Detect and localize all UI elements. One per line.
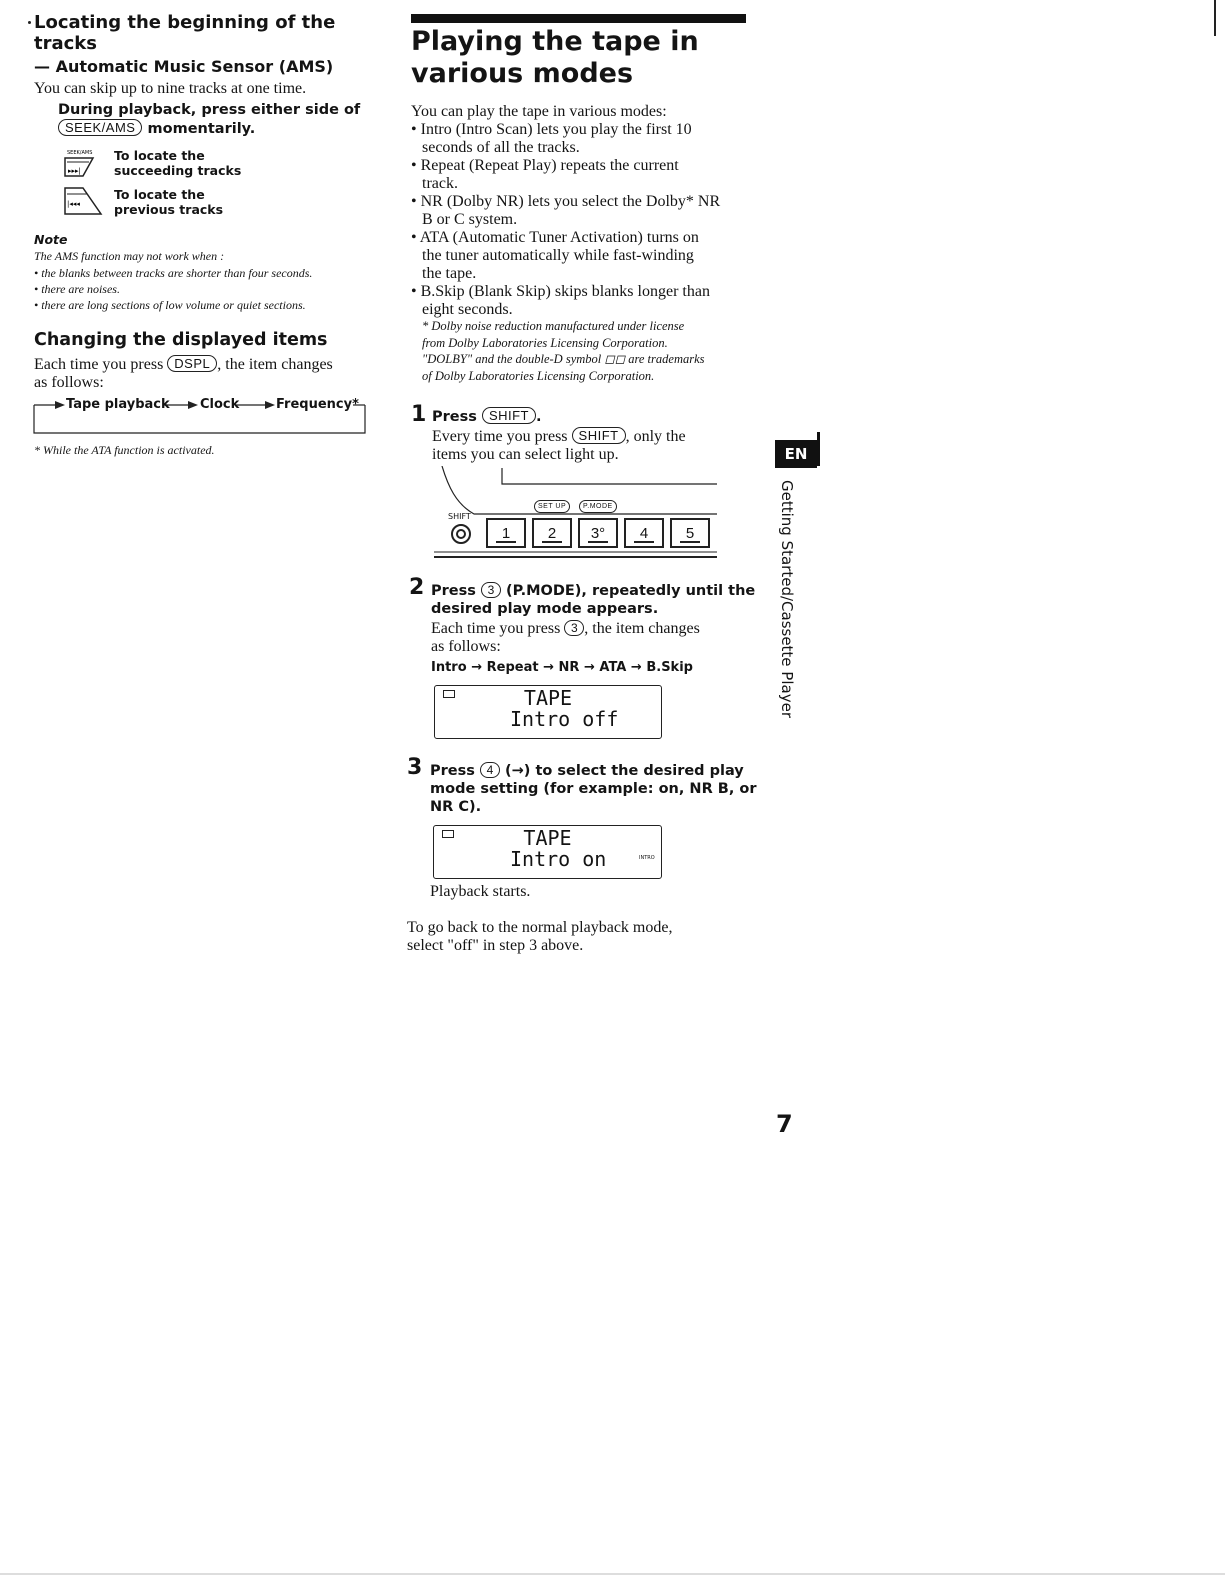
shift-button[interactable]: SHIFT xyxy=(482,407,536,424)
page-title-line2: various modes xyxy=(411,58,634,89)
step2-title-rest: (P.MODE), repeatedly until the xyxy=(506,583,756,599)
shift-knob[interactable] xyxy=(451,524,471,544)
title-rule xyxy=(411,14,746,23)
intro-indicator: INTRO xyxy=(639,855,655,861)
goback-line2: select "off" in step 3 above. xyxy=(407,937,584,954)
mode-flow-item: Intro xyxy=(431,660,467,675)
button-3-icon[interactable]: 3 xyxy=(481,582,501,598)
ata-footnote: * While the ATA function is activated. xyxy=(34,443,215,457)
shift-knob-inner xyxy=(456,529,466,539)
flow-tape-playback: Tape playback xyxy=(66,397,170,412)
note-item: • the blanks between tracks are shorter than four seconds. xyxy=(34,266,313,280)
step1-text-b: , only the xyxy=(625,428,686,445)
bullet-line: track. xyxy=(422,175,458,192)
modes-intro: You can play the tape in various modes: xyxy=(411,103,667,120)
seek-ams-button[interactable]: SEEK/AMS xyxy=(58,119,142,136)
note-item-text: there are long sections of low volume or quiet sections. xyxy=(41,298,306,312)
mode-flow-item: B.Skip xyxy=(646,660,693,675)
bullet-line: the tape. xyxy=(422,265,477,282)
dolby-note-line: * Dolby noise reduction manufactured under license xyxy=(422,319,685,333)
preset-key-2[interactable]: 2 xyxy=(532,518,572,548)
ams-previous-line1: To locate the xyxy=(114,187,205,202)
mode-flow-item: Repeat xyxy=(486,660,539,675)
step2-title xyxy=(431,582,755,618)
step2-title-line1 xyxy=(431,582,755,600)
step3-number: 3 xyxy=(407,755,423,780)
ams-instruction xyxy=(58,101,360,138)
note-item-text: the blanks between tracks are shorter than four seconds. xyxy=(41,266,313,280)
display-flow-diagram xyxy=(33,396,366,434)
goback-line1: To go back to the normal playback mode, xyxy=(407,919,673,936)
preset-key-4[interactable]: 4 xyxy=(624,518,664,548)
step2-press-label: Press xyxy=(431,583,476,599)
step3-title-rest: (→) to select the desired play xyxy=(505,763,744,779)
bullet-line: B or C system. xyxy=(422,211,518,228)
modes-list xyxy=(411,121,751,319)
mode-bullet-bskip: • B.Skip (Blank Skip) skips blanks longer than eight seconds. xyxy=(411,283,710,318)
lcd-display-intro-off xyxy=(434,685,662,739)
front-panel-illustration xyxy=(434,466,719,560)
ams-instruction-tail: momentarily. xyxy=(147,121,256,137)
button-3-inline-icon[interactable]: 3 xyxy=(564,620,584,636)
step2-number: 2 xyxy=(409,575,425,600)
step1-description xyxy=(432,427,686,464)
dolby-note-line: from Dolby Laboratories Licensing Corporation. xyxy=(422,335,668,350)
step1-description-line2: items you can select light up. xyxy=(432,446,619,463)
ams-instruction-line1: During playback, press either side of xyxy=(58,102,361,118)
bullet-line: NR (Dolby NR) lets you select the Dolby* NR xyxy=(420,193,721,210)
svg-text:SEEK/AMS: SEEK/AMS xyxy=(67,150,93,156)
mode-bullet-ata: • ATA (Automatic Tuner Activation) turns on the tuner automatically while fast-winding the tape. xyxy=(411,229,699,282)
ams-heading-line2: tracks xyxy=(34,33,97,54)
ams-previous-line2: previous tracks xyxy=(114,202,224,217)
bullet-line: B.Skip (Blank Skip) skips blanks longer than xyxy=(420,283,710,300)
ams-previous-label xyxy=(114,187,223,217)
section-label: Getting Started/Cassette Player xyxy=(778,480,796,718)
step1-text-a: Every time you press xyxy=(432,428,568,445)
step3-title-line3: NR C). xyxy=(430,799,482,815)
step1-number: 1 xyxy=(411,402,427,427)
mode-bullet-repeat: • Repeat (Repeat Play) repeats the current track. xyxy=(411,157,679,192)
scan-bottom-line xyxy=(0,1573,1225,1575)
step1-press-label: Press xyxy=(432,409,477,425)
bullet-line: seconds of all the tracks. xyxy=(422,139,580,156)
en-tab: EN xyxy=(775,440,817,468)
display-heading: Changing the displayed items xyxy=(34,330,328,350)
page-title xyxy=(411,26,699,90)
display-description-line1 xyxy=(34,355,374,374)
scan-edge-line xyxy=(1214,0,1216,36)
ams-succeeding-line2: succeeding tracks xyxy=(114,163,242,178)
ams-instruction-line2 xyxy=(58,119,360,138)
seek-backward-icon xyxy=(63,186,103,216)
dspl-button[interactable]: DSPL xyxy=(167,355,217,372)
display-description-line2: as follows: xyxy=(34,374,104,391)
mode-flow-item: NR xyxy=(558,660,580,675)
note-list xyxy=(34,265,312,313)
step3-press-label: Press xyxy=(430,763,475,779)
ams-succeeding-line1: To locate the xyxy=(114,148,205,163)
dolby-note-line: of Dolby Laboratories Licensing Corporation. xyxy=(422,368,655,383)
button-4-icon[interactable]: 4 xyxy=(480,762,500,778)
mode-flow xyxy=(431,660,693,675)
step2-title-line2: desired play mode appears. xyxy=(431,601,659,617)
page-title-line1: Playing the tape in xyxy=(411,26,699,57)
shift-button-inline[interactable]: SHIFT xyxy=(572,427,626,444)
mode-bullet-intro: • Intro (Intro Scan) lets you play the first 10 seconds of all the tracks. xyxy=(411,121,692,156)
ams-succeeding-label xyxy=(114,148,241,178)
step2-description xyxy=(431,620,700,656)
bullet-line: ATA (Automatic Tuner Activation) turns on xyxy=(419,229,699,246)
step1-description-line1 xyxy=(432,427,686,446)
lcd1-line1: TAPE xyxy=(523,686,573,710)
step3-title-line2: mode setting (for example: on, NR B, or xyxy=(430,781,757,797)
heading-bullet-dot xyxy=(28,21,31,24)
step3-title-line1 xyxy=(430,762,757,780)
note-item: • there are noises. xyxy=(34,282,120,296)
svg-text:▸▸▸|: ▸▸▸| xyxy=(68,167,81,175)
page-number: 7 xyxy=(776,1110,793,1138)
note-item-text: there are noises. xyxy=(41,282,120,296)
bullet-line: Repeat (Repeat Play) repeats the current xyxy=(420,157,679,174)
playback-starts: Playback starts. xyxy=(430,883,531,900)
lcd2-line2: Intro on xyxy=(510,847,607,871)
ams-subtitle: — Automatic Music Sensor (AMS) xyxy=(34,57,334,76)
tab-edge-mark xyxy=(817,432,820,466)
lcd2-line1: TAPE xyxy=(523,826,572,850)
note-item: • there are long sections of low volume or quiet sections. xyxy=(34,298,306,312)
seek-forward-icon xyxy=(63,148,99,178)
arrow-right-icon: → xyxy=(583,660,595,675)
mode-flow-item: ATA xyxy=(599,660,627,675)
bullet-line: eight seconds. xyxy=(422,301,513,318)
lcd-display-intro-on xyxy=(433,825,662,879)
flow-frequency: Frequency* xyxy=(276,397,359,412)
dolby-note xyxy=(422,318,705,384)
panel-shift-label: SHIFT xyxy=(448,512,471,521)
bullet-line: the tuner automatically while fast-winding xyxy=(422,247,694,264)
display-description xyxy=(34,355,374,392)
step2-text-a: Each time you press xyxy=(431,620,561,637)
bullet-line: Intro (Intro Scan) lets you play the first 10 xyxy=(420,121,692,138)
svg-text:|◂◂◂: |◂◂◂ xyxy=(67,200,80,208)
pmode-button[interactable]: P.MODE xyxy=(579,500,617,513)
step2-description-line2: as follows: xyxy=(431,638,501,655)
step3-title xyxy=(430,762,757,816)
step1-title: Press SHIFT . xyxy=(432,408,542,425)
goback-text xyxy=(407,919,672,955)
lcd1-line2: Intro off xyxy=(510,707,619,731)
ams-intro: You can skip up to nine tracks at one time. xyxy=(34,80,307,97)
mode-bullet-nr: • NR (Dolby NR) lets you select the Dolby* NR B or C system. xyxy=(411,193,721,228)
arrow-right-icon: → xyxy=(630,660,642,675)
preset-key-1[interactable]: 1 xyxy=(486,518,526,548)
ams-heading-line1: Locating the beginning of the xyxy=(34,12,336,33)
arrow-right-icon: → xyxy=(543,660,554,675)
step2-text-b: , the item changes xyxy=(584,620,700,637)
preset-key-3[interactable]: 3° xyxy=(578,518,618,548)
preset-key-5[interactable]: 5 xyxy=(670,518,710,548)
setup-button[interactable]: SET UP xyxy=(534,500,570,513)
flow-clock: Clock xyxy=(200,397,240,412)
arrow-right-icon: → xyxy=(471,660,483,675)
preset-keys xyxy=(486,518,710,548)
note-intro: The AMS function may not work when : xyxy=(34,249,225,263)
display-text-after: , the item changes xyxy=(217,356,333,373)
dolby-note-line: "DOLBY" and the double-D symbol ◻◻ are trademarks xyxy=(422,352,705,366)
step2-description-line1 xyxy=(431,620,700,638)
display-text-before: Each time you press xyxy=(34,356,164,373)
note-label: Note xyxy=(34,232,68,247)
ams-heading xyxy=(34,12,335,54)
